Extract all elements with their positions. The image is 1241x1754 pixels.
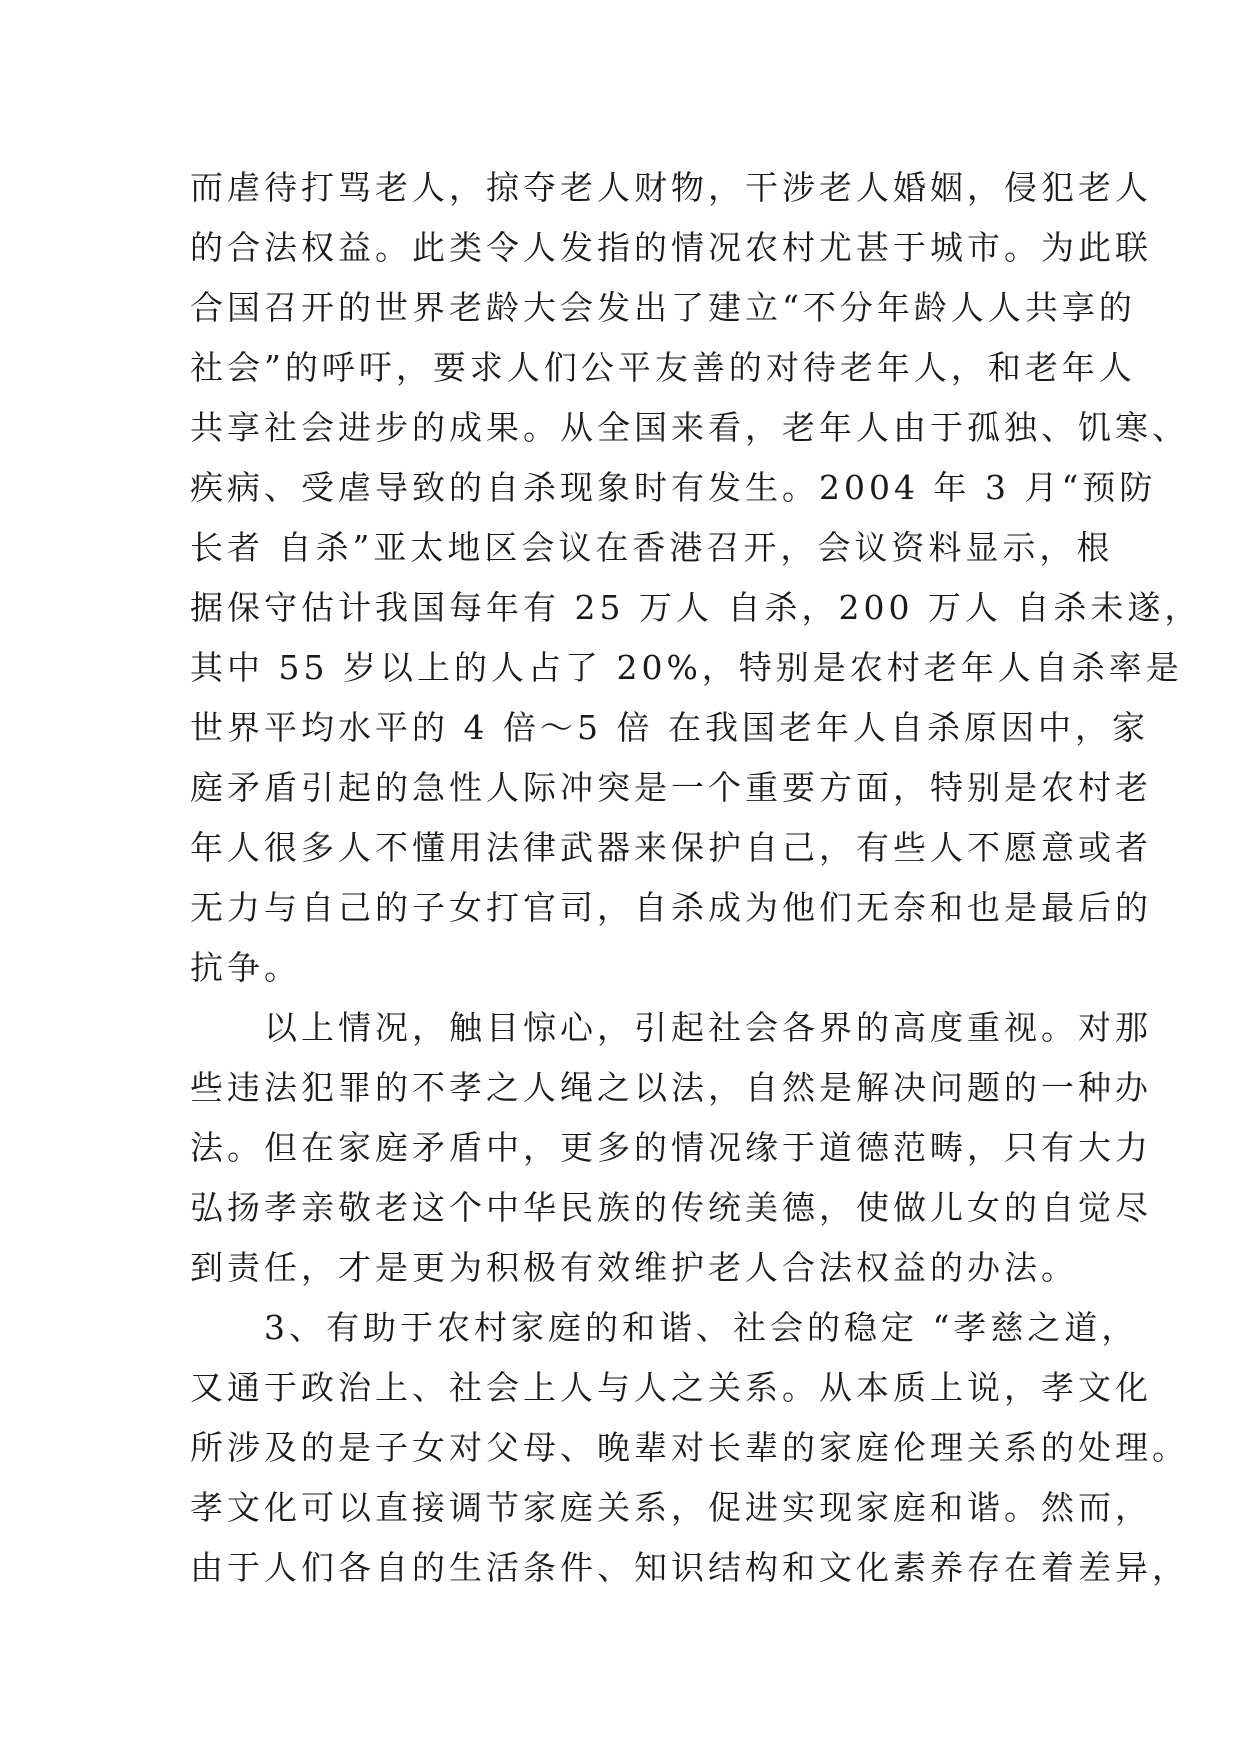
text-line: 据保守估计我国每年有 25 万人 自杀，200 万人 自杀未遂， <box>190 588 1202 627</box>
paragraph-2 <box>190 998 1152 1298</box>
text-line: 其中 55 岁以上的人占了 20%，特别是农村老年人自杀率是 <box>190 648 1183 687</box>
text-line: 长者 自杀”亚太地区会议在香港召开，会议资料显示，根 <box>190 528 1114 567</box>
text-line: 3、有助于农村家庭的和谐、社会的稳定 “孝慈之道， <box>264 1308 1139 1347</box>
text-line: 社会”的呼吁，要求人们公平友善的对待老年人，和老年人 <box>190 348 1136 387</box>
text-line: 合国召开的世界老龄大会发出了建立“不分年龄人人共享的 <box>190 288 1136 327</box>
text-line: 的合法权益。此类令人发指的情况农村尤甚于城市。为此联 <box>190 228 1152 267</box>
text-line: 年人很多人不懂用法律武器来保护自己，有些人不愿意或者 <box>190 828 1152 867</box>
text-line: 些违法犯罪的不孝之人绳之以法，自然是解决问题的一种办 <box>190 1068 1152 1107</box>
text-line: 庭矛盾引起的急性人际冲突是一个重要方面，特别是农村老 <box>190 768 1152 807</box>
text-line: 又通于政治上、社会上人与人之关系。从本质上说，孝文化 <box>190 1368 1152 1407</box>
text-line: 由于人们各自的生活条件、知识结构和文化素养存在着差异， <box>190 1548 1189 1587</box>
text-line: 到责任，才是更为积极有效维护老人合法权益的办法。 <box>190 1248 1078 1287</box>
text-line: 无力与自己的子女打官司，自杀成为他们无奈和也是最后的 <box>190 888 1152 927</box>
text-line: 孝文化可以直接调节家庭关系，促进实现家庭和谐。然而， <box>190 1488 1152 1527</box>
text-line: 弘扬孝亲敬老这个中华民族的传统美德，使做儿女的自觉尽 <box>190 1188 1152 1227</box>
text-line: 疾病、受虐导致的自杀现象时有发生。2004 年 3 月“预防 <box>190 468 1157 507</box>
text-line: 共享社会进步的成果。从全国来看，老年人由于孤独、饥寒、 <box>190 408 1189 447</box>
text-line: 抗争。 <box>190 948 301 987</box>
paragraph-1 <box>190 158 1202 998</box>
document-body <box>190 158 1202 1598</box>
text-line: 世界平均水平的 4 倍～5 倍 在我国老年人自杀原因中，家 <box>190 708 1149 747</box>
text-line: 所涉及的是子女对父母、晚辈对长辈的家庭伦理关系的处理。 <box>190 1428 1189 1467</box>
paragraph-3 <box>190 1298 1189 1598</box>
text-line: 以上情况，触目惊心，引起社会各界的高度重视。对那 <box>264 1008 1152 1047</box>
text-line: 法。但在家庭矛盾中，更多的情况缘于道德范畴，只有大力 <box>190 1128 1152 1167</box>
text-line: 而虐待打骂老人，掠夺老人财物，干涉老人婚姻，侵犯老人 <box>190 168 1152 207</box>
